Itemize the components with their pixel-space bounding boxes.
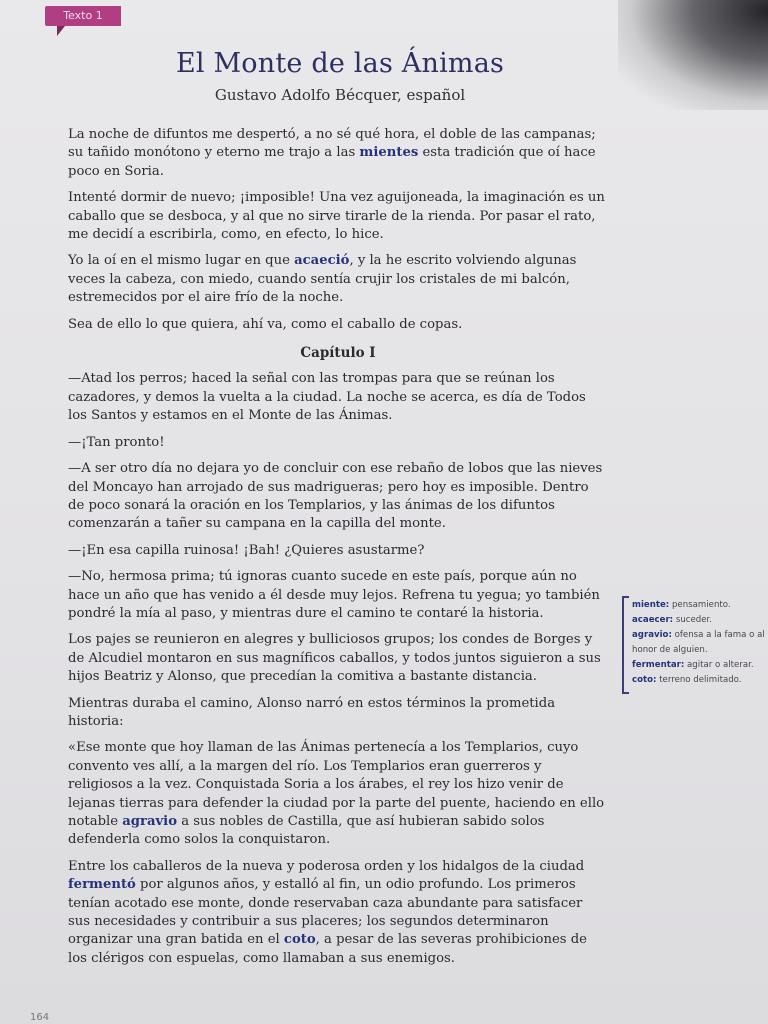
highlight-coto: coto (283, 932, 316, 948)
paragraph-1: La noche de difuntos me despertó, a no sé qué hora, el doble de las campanas; su tañido monótono y eterno me trajo a las mientes esta tradición que oí hace poco en Soria. (68, 127, 596, 179)
paragraph-7: —A ser otro día no dejara yo de concluir con ese rebaño de lobos que las nieves del Moncayo han arrojado de sus madrigueras; pero hoy es imposible. Dentro de poco sonará la oración en los Templarios, y las ánimas de los difuntos comenzarán a tañer su campana en la capilla del monte. (68, 461, 603, 532)
story-text (68, 126, 608, 976)
highlight-agravio: agravio (122, 814, 177, 829)
paragraph-13: Entre los caballeros de la nueva y poderosa orden y los hidalgos de la ciudad fermentó por algunos años, y estalló al fin, un odio profundo. Los primeros tenían acotado ese monte, donde reservaban caza abundante para satisfacer sus necesidades y contribuir a sus placeres; los segundos determinaron organizar una gran batida en el coto, a pesar de las severas prohibiciones de los clérigos con espuelas, como llamaban a sus enemigos. (68, 858, 587, 966)
paragraph-10: Los pajes se reunieron en alegres y bulliciosos grupos; los condes de Borges y de Alcudiel montaron en sus magníficos caballos, y todos juntos siguieron a sus hijos Beatriz y Alonso, que precedían la comitiva a bastante distancia. (68, 632, 601, 685)
paragraph-8: —¡En esa capilla ruinosa! ¡Bah! ¿Quieres asustarme? (68, 542, 425, 558)
glossary-entry: acaecer: suceder. (632, 615, 713, 625)
glossary-entry: miente: pensamiento. (632, 600, 731, 610)
highlight-acaecio: acaeció (294, 253, 350, 269)
paragraph-6: —¡Tan pronto! (68, 434, 165, 450)
highlight-fermento: fermentó (68, 877, 136, 893)
paragraph-9: —No, hermosa prima; tú ignoras cuanto sucede en este país, porque aún no hace un año que has venido a él desde muy lejos. Refrena tu yegua; yo también pondré la mía al paso, y mientras dure el camino te contaré la historia. (68, 569, 600, 621)
section-tag: Texto 1 (45, 6, 121, 26)
glossary-entry: coto: terreno delimitado. (632, 675, 742, 685)
paragraph-3: Yo la oí en el mismo lugar en que acaeció, y la he escrito volviendo algunas veces la cabeza, con miedo, cuando sentía crujir los cristales de mi balcón, estremecidos por el aire frío de la noche. (68, 253, 577, 306)
paragraph-11: Mientras duraba el camino, Alonso narró en estos términos la prometida historia: (68, 695, 556, 729)
paragraph-5: —Atad los perros; haced la señal con las trompas para que se reúnan los cazadores, y demos la vuelta a la ciudad. La noche se acerca, es día de Todos los Santos y estamos en el Monte de las Ánimas. (68, 371, 586, 424)
page-title: El Monte de las Ánimas (175, 48, 505, 79)
paragraph-4: Sea de ello lo que quiera, ahí va, como el caballo de copas. (68, 316, 463, 332)
glossary-entry: fermentar: agitar o alterar. (632, 660, 754, 670)
page-number: 164 (30, 1012, 50, 1023)
author-line: Gustavo Adolfo Bécquer, español (214, 86, 466, 104)
paragraph-2: Intenté dormir de nuevo; ¡imposible! Una vez aguijoneada, la imaginación es un caballo que se desboca, y al que no sirve tirarle de la rienda. Por pasar el rato, me decidí a escribirla, como, en efecto, lo hice. (68, 190, 605, 243)
paragraph-12: «Ese monte que hoy llaman de las Ánimas pertenecía a los Templarios, cuyo convento ves allí, a la margen del río. Los Templarios eran guerreros y religiosos a la vez. Conquistada Soria a los árabes, el rey los hizo venir de lejanas tierras para defender la ciudad por la parte del puente, haciendo en ello notable agravio a sus nobles de Castilla, que así hubieran sabido solos defenderla como solos la conquistaron. (68, 740, 605, 848)
glossary-entry: agravio: ofensa a la fama o al honor de alguien. (632, 630, 765, 655)
chapter-heading: Capítulo I (300, 345, 376, 362)
highlight-mientes: mientes (359, 145, 419, 161)
glossary-box (622, 596, 768, 694)
